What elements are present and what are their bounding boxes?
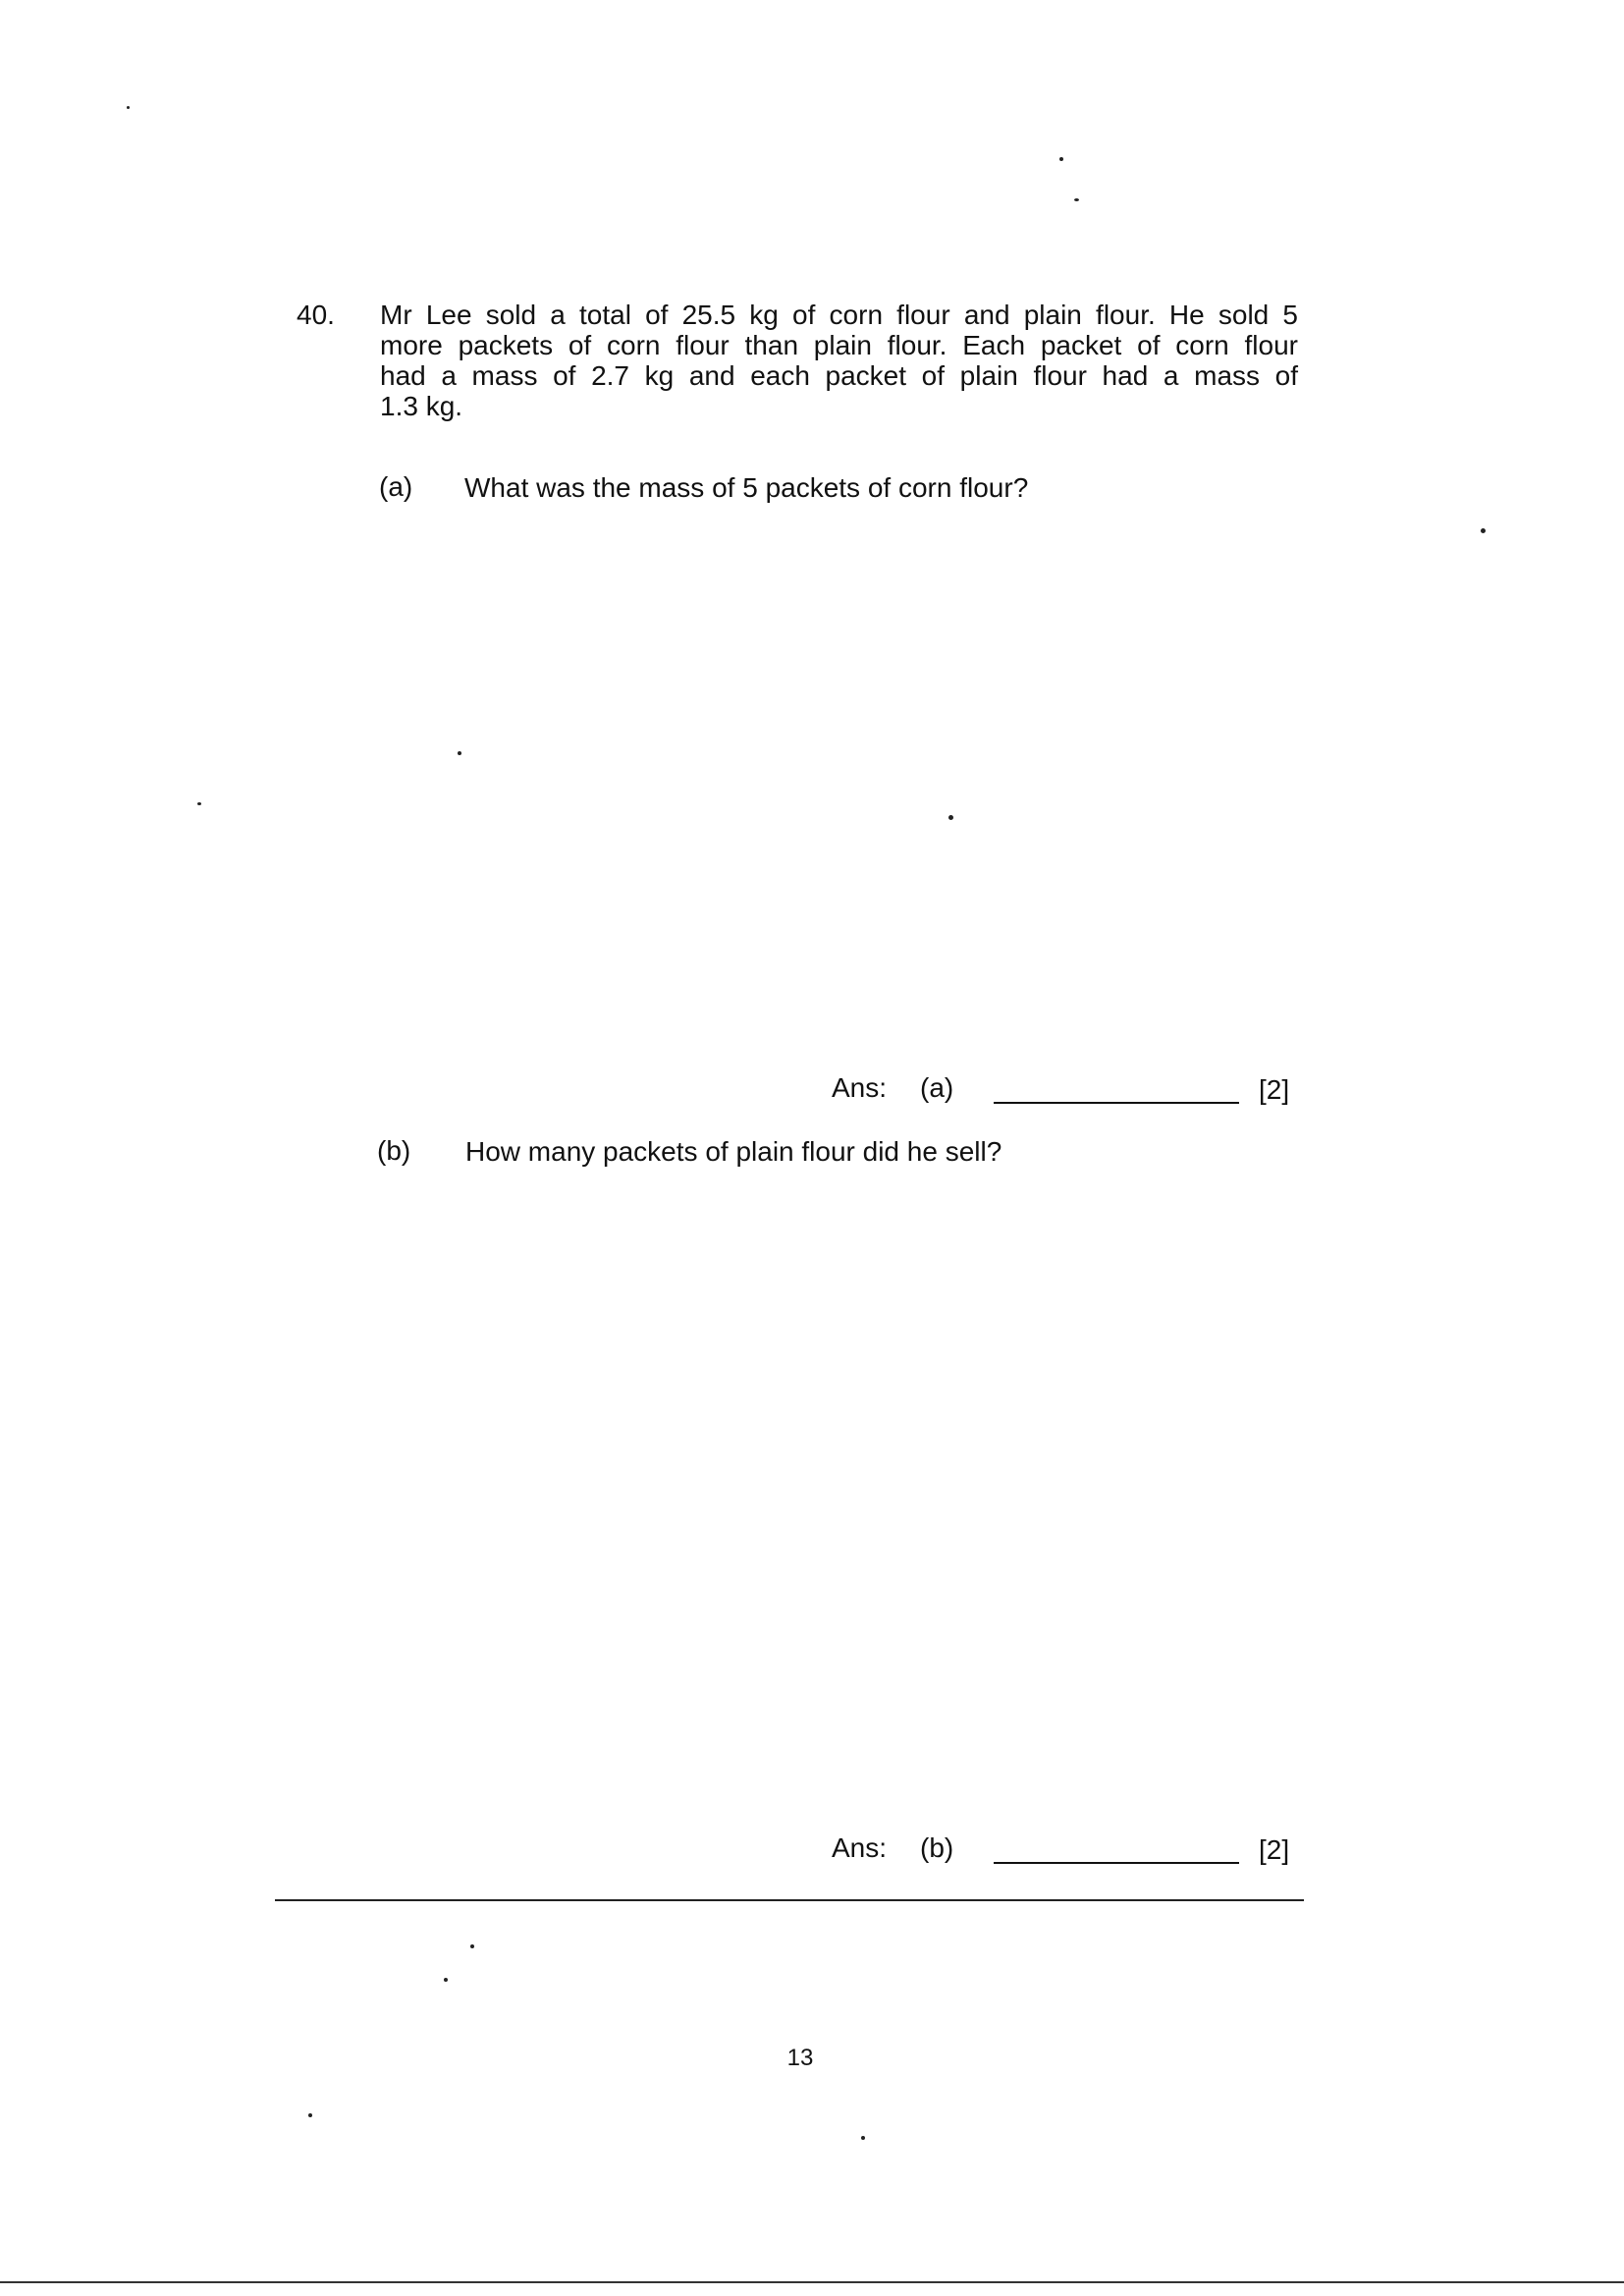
part-a-label: (a) [379, 471, 413, 502]
question-stem-line: Mr Lee sold a total of 25.5 kg of corn flour and plain flour. He sold 5 [380, 300, 1298, 330]
question-stem-line: 1.3 kg. [380, 391, 463, 421]
answer-part-label: (a) [920, 1072, 954, 1103]
question-stem [380, 300, 1298, 421]
section-divider [275, 1899, 1304, 1901]
answer-label: Ans: [832, 1832, 888, 1863]
scan-speck [458, 751, 461, 755]
question-number: 40. [297, 300, 335, 330]
scan-speck [470, 1944, 474, 1948]
question-stem-line: more packets of corn flour than plain flour. Each packet of corn flour [380, 330, 1298, 360]
scan-speck [948, 815, 953, 820]
part-a-answer-row [832, 1072, 1303, 1112]
scan-speck [861, 2136, 865, 2140]
scan-speck [1059, 157, 1063, 161]
part-a-question: What was the mass of 5 packets of corn flour? [464, 472, 1029, 503]
part-b-answer-blank[interactable] [994, 1862, 1239, 1864]
scan-speck [127, 106, 130, 109]
part-b-label: (b) [377, 1135, 411, 1166]
part-b-marks: [2] [1259, 1834, 1290, 1865]
scan-speck [308, 2113, 312, 2117]
scan-speck [1481, 528, 1486, 533]
part-a-answer-blank[interactable] [994, 1102, 1239, 1104]
part-a-marks: [2] [1259, 1074, 1290, 1105]
scan-speck [1074, 198, 1079, 201]
scan-speck [197, 802, 201, 805]
page-number: 13 [786, 2045, 814, 2071]
answer-label: Ans: [832, 1072, 888, 1103]
page-bottom-edge [0, 2281, 1624, 2283]
question-stem-line: had a mass of 2.7 kg and each packet of plain flour had a mass of [380, 360, 1298, 391]
part-b-question: How many packets of plain flour did he sell? [465, 1136, 1002, 1167]
part-b-answer-row [832, 1832, 1303, 1872]
answer-part-label: (b) [920, 1832, 954, 1863]
scan-speck [444, 1978, 448, 1982]
